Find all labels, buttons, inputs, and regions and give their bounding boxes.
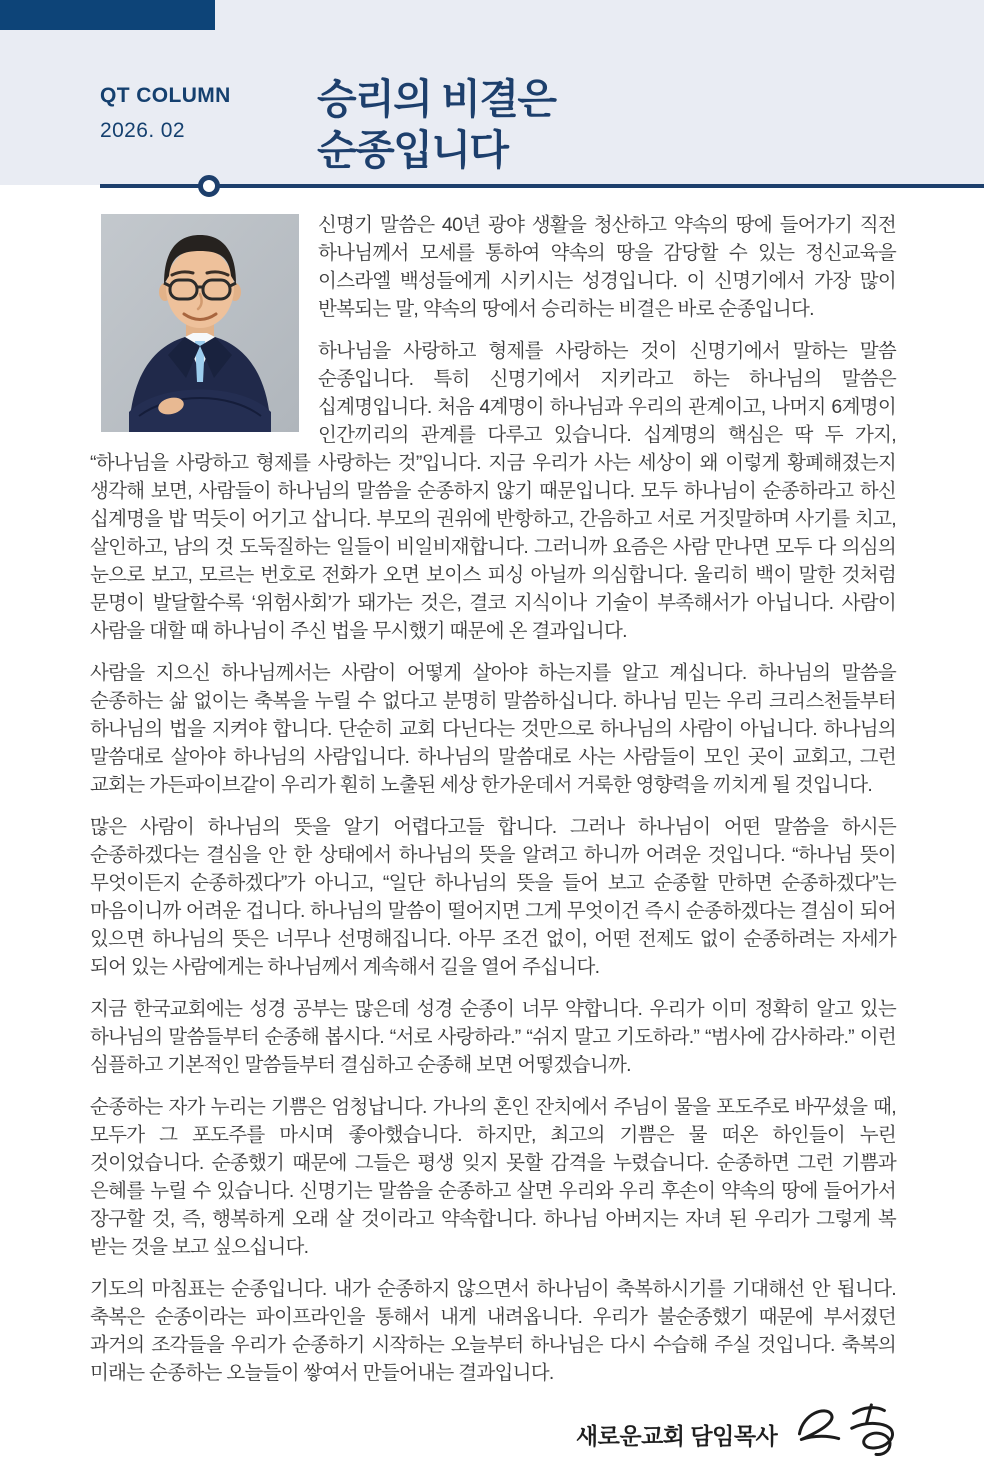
- signature-label: 새로운교회 담임목사: [575, 1423, 778, 1449]
- paragraph-5: 지금 한국교회에는 성경 공부는 많은데 성경 순종이 너무 약합니다. 우리가 이미 정확히 알고 있는 하나님의 말씀들부터 순종해 봅시다. “서로 사랑하라.” “쉬지 말고 기도하라.” “범사에 감사하라.” 이런 심플하고 기본적인 말씀들부터 결심하고 순종해 보면 어떻겠습니까.: [90, 998, 896, 1076]
- page-title-line-1: 승리의 비결은: [317, 76, 556, 122]
- article-body: [90, 211, 896, 1466]
- page-title: [317, 74, 556, 176]
- pastor-portrait-illustration: [101, 214, 299, 432]
- paragraph-1: 신명기 말씀은 40년 광야 생활을 청산하고 약속의 땅에 들어가기 직전 하나님께서 모세를 통하여 약속의 땅을 감당할 수 있는 정신교육을 이스라엘 백성들에게 시키시는 성경입니다. 이 신명기에서 가장 많이 반복되는 말, 약속의 땅에서 승리하는 비결은 바로 순종입니다.: [318, 214, 896, 320]
- paragraph-6: 순종하는 자가 누리는 기쁨은 엄청납니다. 가나의 혼인 잔치에서 주님이 물을 포도주로 바꾸셨을 때, 모두가 그 포도주를 마시며 좋아했습니다. 하지만, 최고의 기쁨은 물 떠온 하인들이 누린 것이었습니다. 순종했기 때문에 그들은 평생 잊지 못할 감격을 누렸습니다. 순종하면 그런 기쁨과 은혜를 누릴 수 있습니다. 신명기는 말씀을 순종하고 살면 우리와 우리 후손이 약속의 땅에 들어가서 장구할 것, 즉, 행복하게 오래 살 것이라고 약속합니다. 하나님 아버지는 자녀 된 우리가 그렇게 복 받는 것을 보고 싶으십니다.: [90, 1096, 896, 1258]
- column-kicker: QT COLUMN: [100, 84, 231, 107]
- header-divider-ring: [198, 175, 220, 197]
- paragraph-2: 하나님을 사랑하고 형제를 사랑하는 것이 신명기에서 말하는 말씀 순종입니다. 특히 신명기에서 지키라고 하는 하나님의 말씀은 십계명입니다. 처음 4계명이 하나님과 우리의 관계이고, 나머지 6계명이 인간끼리의 관계를 다루고 있습니다. 십계명의 핵심은 딱 두 가지, “하나님을 사랑하고 형제를 사랑하는 것”입니다. 지금 우리가 사는 세상이 왜 이렇게 황폐해졌는지 생각해 보면, 사람들이 하나님의 말씀을 순종하지 않기 때문입니다. 모두 하나님이 순종하라고 하신 십계명을 밥 먹듯이 어기고 삽니다. 부모의 권위에 반항하고, 간음하고 서로 거짓말하며 사기를 치고, 살인하고, 남의 것 도둑질하는 일들이 비일비재합니다. 그러니까 요즘은 사람 만나면 모두 다 의심의 눈으로 보고, 모르는 번호로 전화가 오면 보이스 피싱 아닐까 의심합니다. 울리히 백이 말한 것처럼 문명이 발달할수록 ‘위험사회’가 돼가는 것은, 결코 지식이나 기술이 부족해서가 아닙니다. 사람이 사람을 대할 때 하나님이 주신 법을 무시했기 때문에 온 결과입니다.: [90, 340, 896, 642]
- header-band: [0, 0, 984, 185]
- header-divider-line: [100, 184, 984, 188]
- paragraph-3: 사람을 지으신 하나님께서는 사람이 어떻게 살아야 하는지를 알고 계십니다. 하나님의 말씀을 순종하는 삶 없이는 축복을 누릴 수 없다고 분명히 말씀하십니다. 하나님 믿는 우리 크리스천들부터 하나님의 법을 지켜야 합니다. 단순히 교회 다닌다는 것만으로 하나님의 사람이 아닙니다. 하나님의 말씀대로 살아야 하나님의 사람입니다. 하나님의 말씀대로 사는 사람들이 모인 곳이 교회고, 그런 교회는 가든파이브같이 우리가 훤히 노출된 세상 한가운데서 거룩한 영향력을 끼치게 될 것입니다.: [90, 662, 896, 796]
- pastor-photo: [101, 214, 299, 432]
- page-title-line-2: 순종입니다: [317, 127, 508, 173]
- issue-date: 2026. 02: [100, 119, 185, 142]
- paragraph-7: 기도의 마침표는 순종입니다. 내가 순종하지 않으면서 하나님이 축복하시기를 기대해선 안 됩니다. 축복은 순종이라는 파이프라인을 통해서 내게 내려옵니다. 우리가 불순종했기 때문에 부서졌던 과거의 조각들을 우리가 순종하기 시작하는 오늘부터 하나님은 다시 수습해 주실 것입니다. 축복의 미래는 순종하는 오늘들이 쌓여서 만들어내는 결과입니다.: [90, 1278, 896, 1384]
- header-accent-bar: [0, 0, 215, 30]
- paragraph-4: 많은 사람이 하나님의 뜻을 알기 어렵다고들 합니다. 그러나 하나님이 어떤 말씀을 하시든 순종하겠다는 결심을 안 한 상태에서 하나님의 뜻을 알려고 하니까 어려운 것입니다. “하나님 뜻이 무엇이든지 순종하겠다”가 아니고, “일단 하나님의 뜻을 들어 보고 순종할 만하면 순종하겠다”는 마음이니까 어려운 겁니다. 하나님의 말씀이 떨어지면 그게 무엇이건 즉시 순종하겠다는 결심이 되어 있으면 하나님의 뜻은 너무나 선명해집니다. 아무 조건 없이, 어떤 전제도 없이 순종하려는 자세가 되어 있는 사람에게는 하나님께서 계속해서 길을 열어 주십니다.: [90, 816, 896, 978]
- signature-row: [90, 1401, 904, 1466]
- autograph-signature-icon: [792, 1401, 904, 1466]
